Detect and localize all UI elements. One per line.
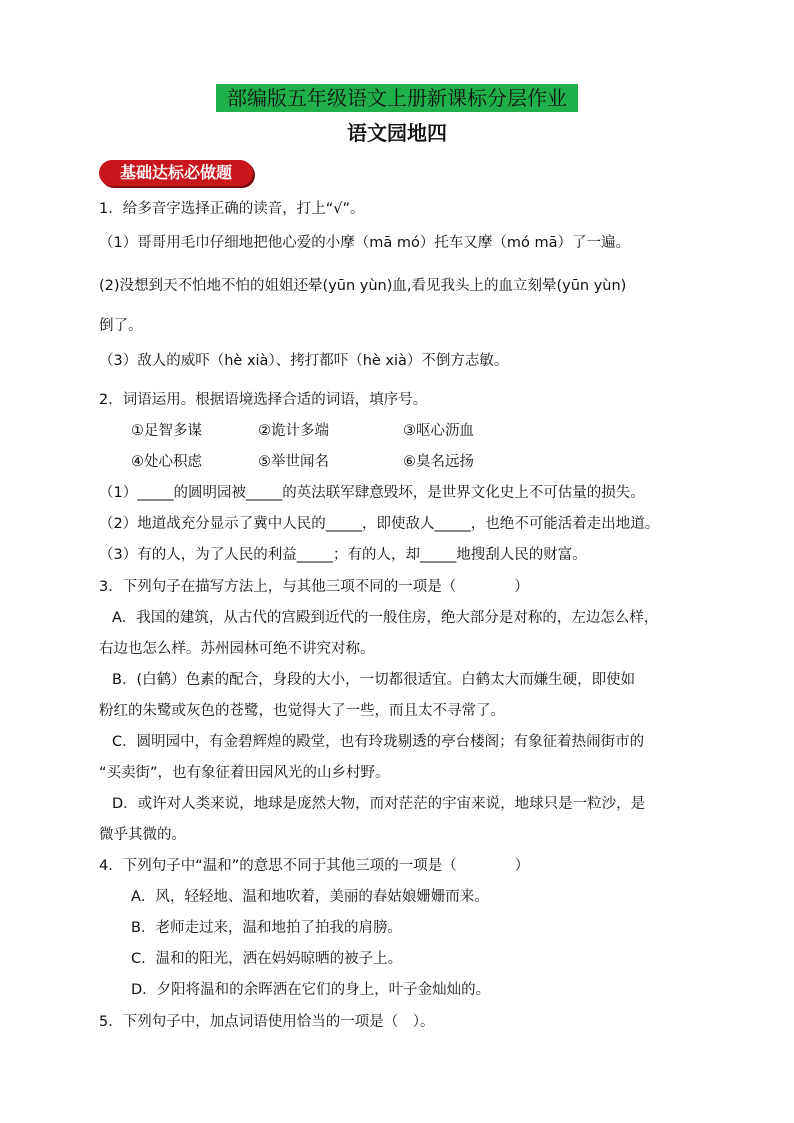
q2-option-3: ③呕心沥血 xyxy=(403,423,474,439)
q2-sentence-1: （1）_____的圆明园被_____的英法联军肆意毁坏，是世界文化史上不可估量的损失。 xyxy=(99,485,645,501)
q2-sentence-3: （3）有的人，为了人民的利益_____；有的人，却_____地搜刮人民的财富。 xyxy=(99,547,587,563)
q3-option-b: B．(白鹤）色素的配合，身段的大小，一切都很适宜。白鹤太大而嫌生硬，即使如 xyxy=(112,672,636,688)
q3-option-b-cont: 粉红的朱鹭或灰色的苍鹭，也觉得大了一些，而且太不寻常了。 xyxy=(99,703,505,719)
q3-option-a-cont: 右边也怎么样。苏州园林可绝不讲究对称。 xyxy=(99,641,375,657)
q4-option-b: B．老师走过来，温和地拍了拍我的肩膀。 xyxy=(131,920,402,936)
q2-sentence-2: （2）地道战充分显示了冀中人民的_____，即使敌人_____，也绝不可能活着走出地道。 xyxy=(99,516,660,532)
q3-stem: 3．下列句子在描写方法上，与其他三项不同的一项是（ ） xyxy=(99,579,529,595)
q2-option-2: ②诡计多端 xyxy=(258,423,329,439)
q1-stem: 1．给多音字选择正确的读音，打上“√”。 xyxy=(99,201,365,217)
q5-stem: 5．下列句子中，加点词语使用恰当的一项是（ ）。 xyxy=(99,1014,435,1030)
q4-option-c: C．温和的阳光，洒在妈妈晾晒的被子上。 xyxy=(131,951,403,967)
q1-sentence-2: (2)没想到天不怕地不怕的姐姐还晕(yūn yùn)血,看见我头上的血立刻晕(yūn yùn) xyxy=(99,278,627,294)
q3-option-d-cont: 微乎其微的。 xyxy=(99,827,186,843)
q2-option-4: ④处心积虑 xyxy=(131,454,202,470)
q2-option-5: ⑤举世闻名 xyxy=(258,454,329,470)
series-title-banner: 部编版五年级语文上册新课标分层作业 xyxy=(216,84,578,112)
q1-sentence-3: （3）敌人的威吓（hè xià）、拷打都吓（hè xià）不倒方志敏。 xyxy=(99,353,509,369)
q1-sentence-1: （1）哥哥用毛巾仔细地把他心爱的小摩（mā mó）托车又摩（mó mā）了一遍。 xyxy=(99,235,630,251)
q3-option-c-cont: “买卖街”，也有象征着田园风光的山乡村野。 xyxy=(99,765,390,781)
lesson-title: 语文园地四 xyxy=(347,121,447,145)
q2-option-6: ⑥臭名远扬 xyxy=(403,454,474,470)
q4-option-a: A．风，轻轻地、温和地吹着，美丽的春姑娘姗姗而来。 xyxy=(131,889,489,905)
q3-option-d: D．或许对人类来说，地球是庞然大物，而对茫茫的宇宙来说，地球只是一粒沙，是 xyxy=(112,796,646,812)
q4-option-d: D．夕阳将温和的余晖洒在它们的身上，叶子金灿灿的。 xyxy=(131,982,491,998)
q2-stem: 2．词语运用。根据语境选择合适的词语，填序号。 xyxy=(99,392,428,408)
q3-option-a: A．我国的建筑，从古代的宫殿到近代的一般住房，绝大部分是对称的，左边怎么样， xyxy=(112,610,659,626)
q4-stem: 4．下列句子中“温和”的意思不同于其他三项的一项是（ ） xyxy=(99,858,530,874)
section-badge: 基础达标必做题 xyxy=(99,160,253,186)
q3-option-c: C．圆明园中，有金碧辉煌的殿堂，也有玲珑剔透的亭台楼阁；有象征着热闹街市的 xyxy=(112,734,645,750)
q1-sentence-2-cont: 倒了。 xyxy=(99,318,143,334)
q2-option-1: ①足智多谋 xyxy=(131,423,202,439)
